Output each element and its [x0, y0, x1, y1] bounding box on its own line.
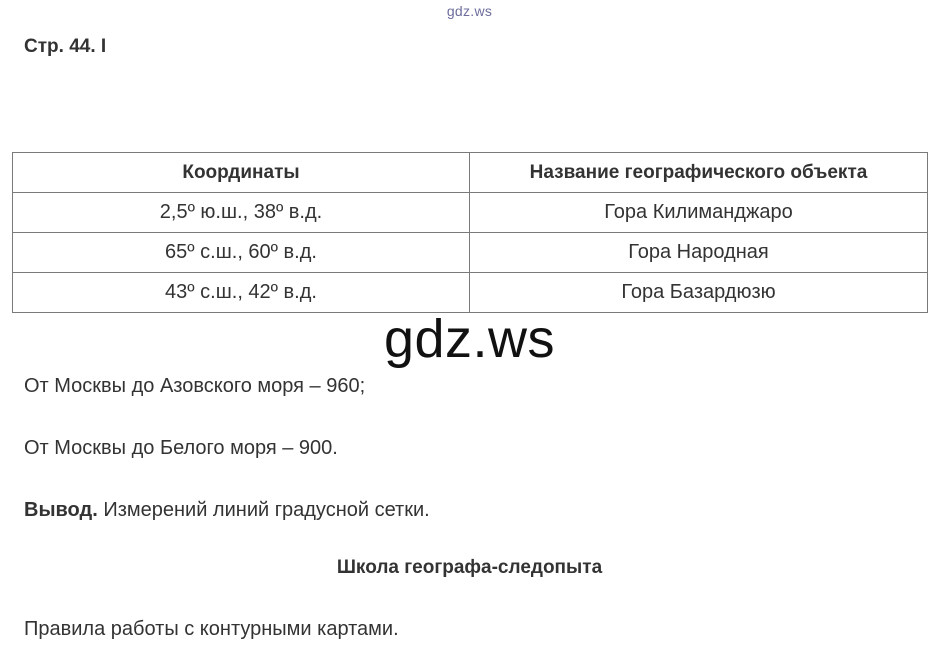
page-heading: Стр. 44. I [24, 36, 107, 57]
cell-object-name: Гора Килиманджаро [470, 193, 928, 233]
table-row [13, 193, 928, 233]
section-subheading: Школа географа-следопыта [336, 557, 603, 578]
paragraph-azov-distance: От Москвы до Азовского моря – 960; [24, 375, 366, 397]
conclusion-text: Измерений линий градусной сетки. [97, 499, 430, 521]
watermark-center: gdz.ws [383, 309, 556, 369]
watermark-top: gdz.ws [446, 3, 493, 19]
conclusion-label: Вывод. [24, 499, 98, 521]
cell-coordinates: 2,5º ю.ш., 38º в.д. [13, 193, 470, 233]
paragraph-white-sea-distance: От Москвы до Белого моря – 900. [24, 437, 338, 459]
cell-coordinates: 43º с.ш., 42º в.д. [13, 273, 470, 313]
table-header-row [13, 153, 928, 193]
paragraph-conclusion [24, 499, 430, 522]
header-coordinates: Координаты [13, 153, 470, 193]
cell-object-name: Гора Базардюзю [470, 273, 928, 313]
cell-object-name: Гора Народная [470, 233, 928, 273]
cell-coordinates: 65º с.ш., 60º в.д. [13, 233, 470, 273]
paragraph-rules: Правила работы с контурными картами. [24, 618, 399, 640]
header-object-name: Название географического объекта [470, 153, 928, 193]
coordinates-table [12, 152, 928, 313]
table-row [13, 233, 928, 273]
table-row [13, 273, 928, 313]
